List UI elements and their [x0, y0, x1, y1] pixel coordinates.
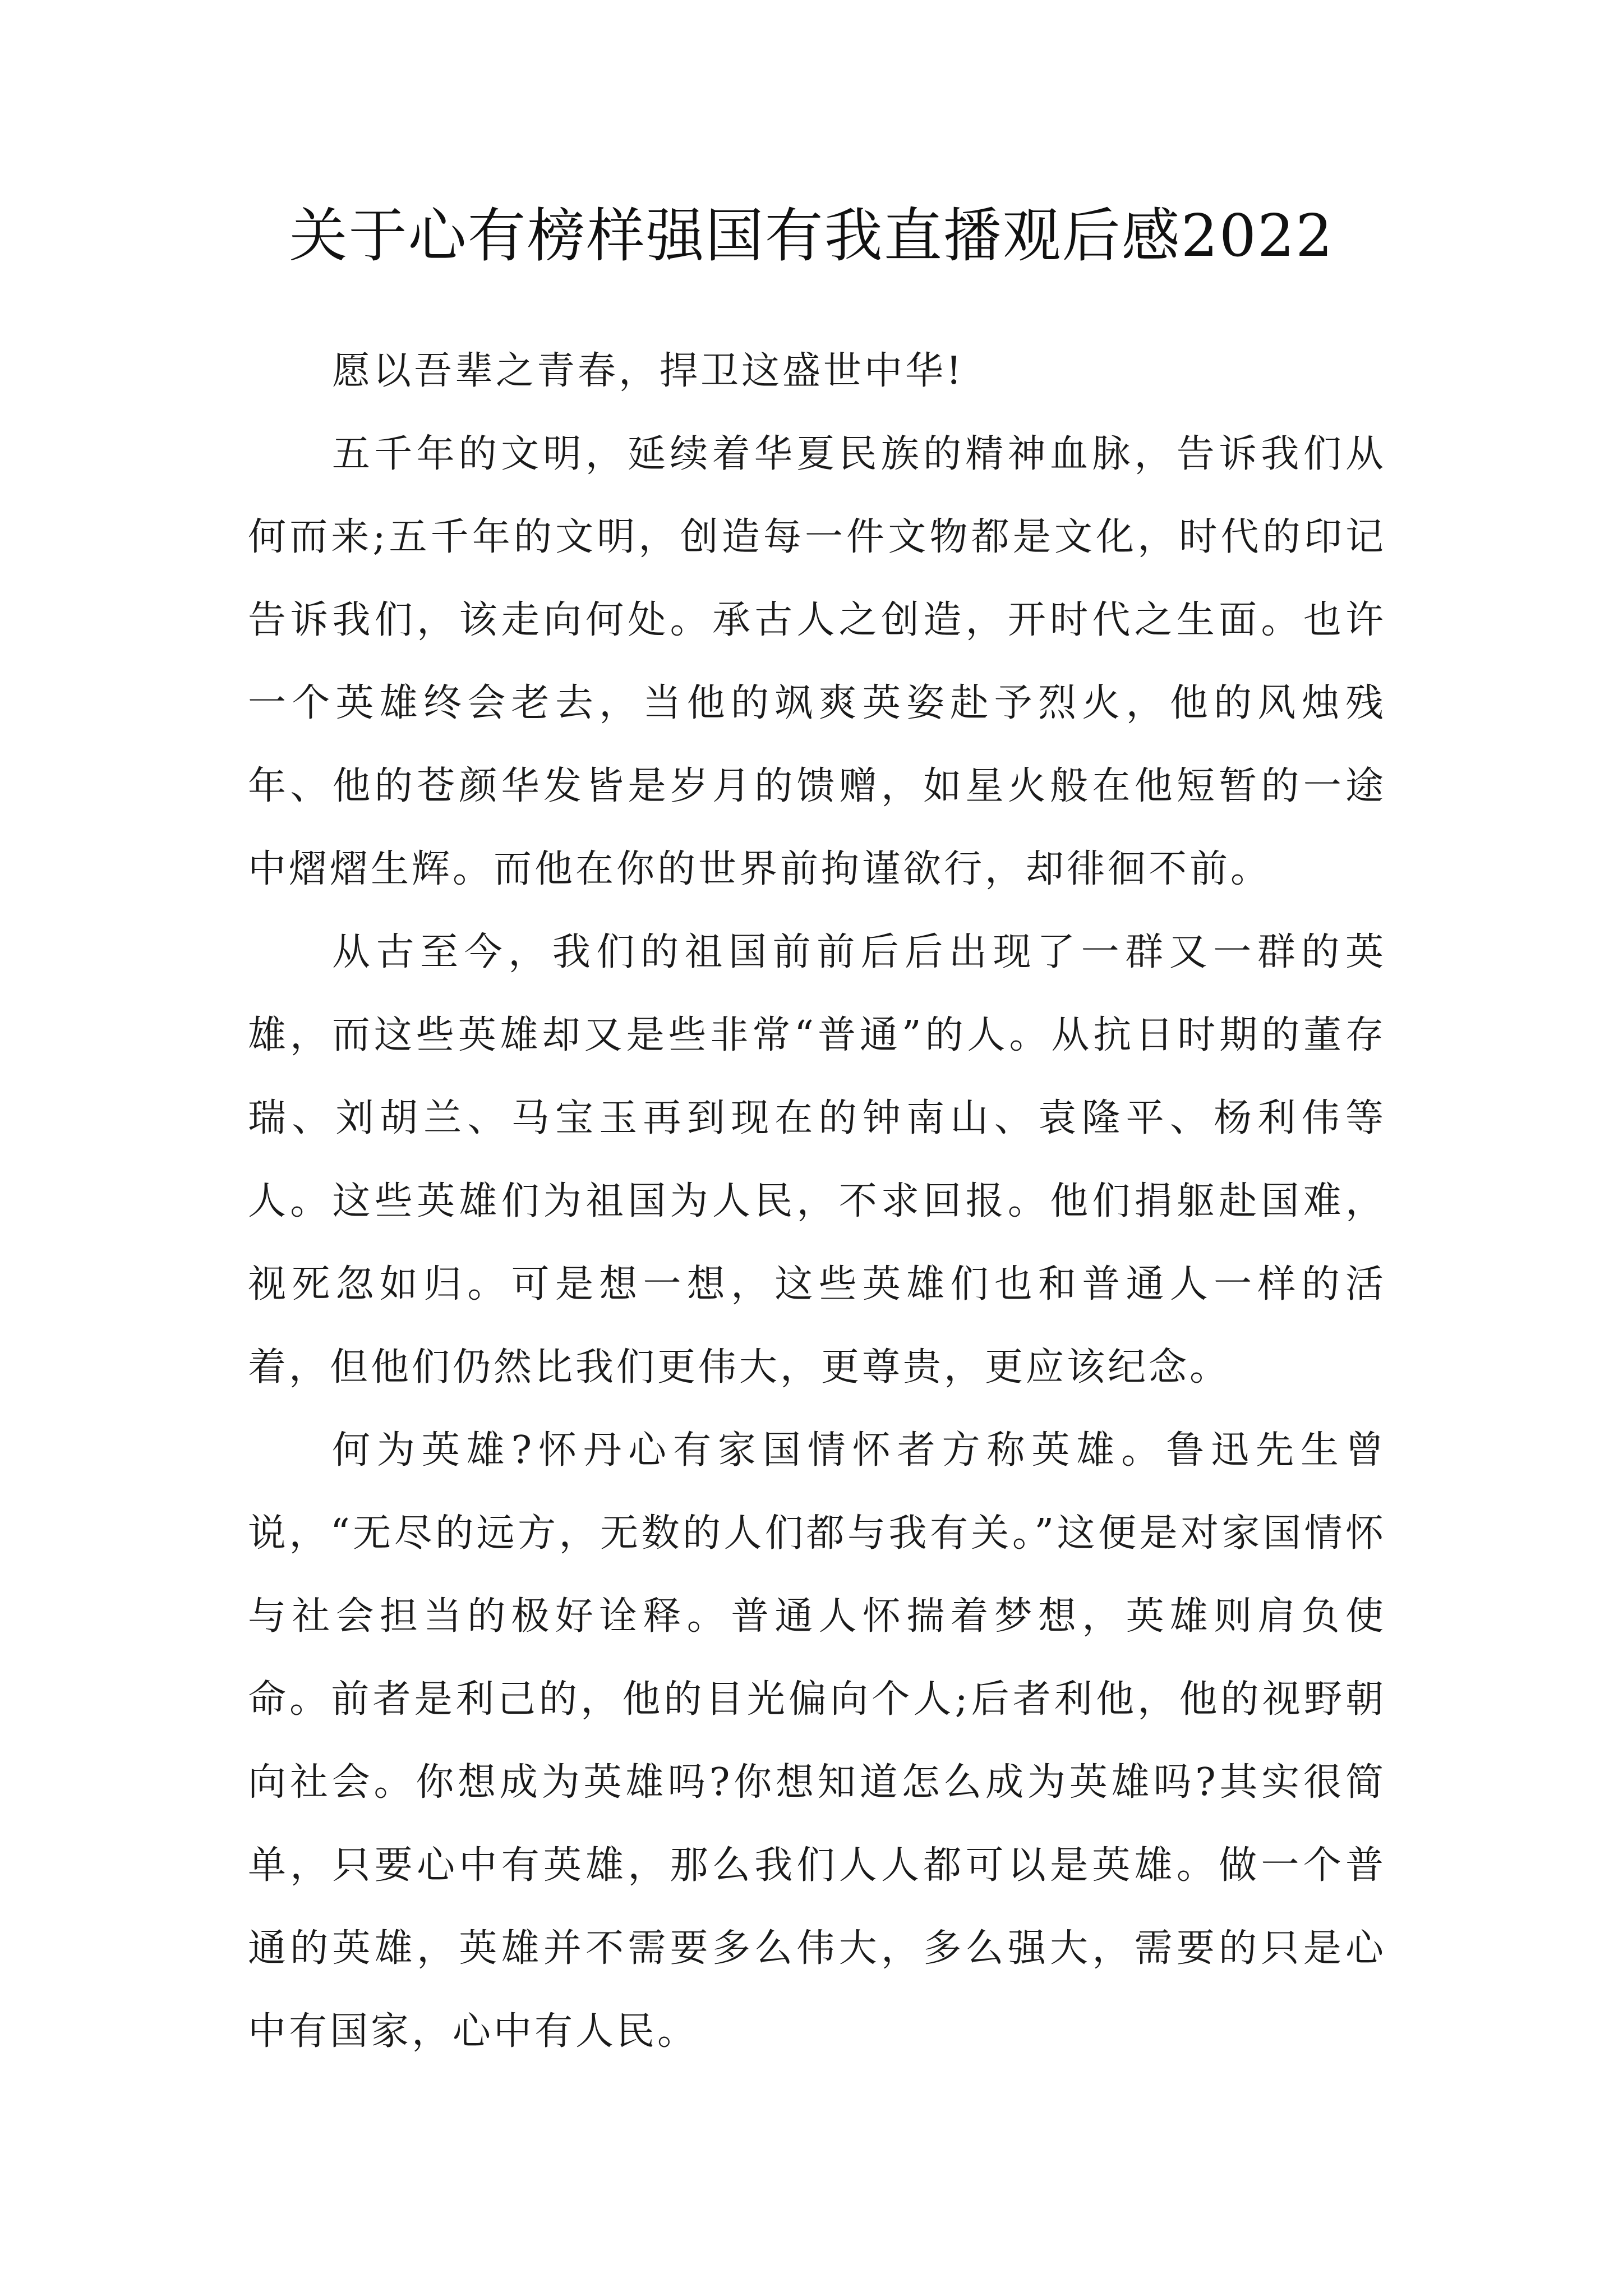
paragraph-3: 从古至今，我们的祖国前前后后出现了一群又一群的英雄，而这些英雄却又是些非常“普通”的人。从抗日时期的董存瑞、刘胡兰、马宝玉再到现在的钟南山、袁隆平、杨利伟等人。这些英雄们为祖国为人民，不求回报。他们捐躯赴国难，视死忽如归。可是想一想，这些英雄们也和普通人一样的活着，但他们仍然比我们更伟大，更尊贵，更应该纪念。	[248, 930, 1386, 1389]
paragraph-4: 何为英雄?怀丹心有家国情怀者方称英雄。鲁迅先生曾说，“无尽的远方，无数的人们都与我有关。”这便是对家国情怀与社会担当的极好诠释。普通人怀揣着梦想，英雄则肩负使命。前者是利己的，他的目光偏向个人;后者利他，他的视野朝向社会。你想成为英雄吗?你想知道怎么成为英雄吗?其实很简单，只要心中有英雄，那么我们人人都可以是英雄。做一个普通的英雄，英雄并不需要多么伟大，多么强大，需要的只是心中有国家，心中有人民。	[248, 1428, 1386, 2054]
document-body	[248, 330, 1386, 2073]
document-title: 关于心有榜样强国有我直播观后感2022	[289, 201, 1334, 270]
paragraph-2: 五千年的文明，延续着华夏民族的精神血脉，告诉我们从何而来;五千年的文明，创造每一件文物都是文化，时代的印记告诉我们，该走向何处。承古人之创造，开时代之生面。也许一个英雄终会老去，当他的飒爽英姿赴予烈火，他的风烛残年、他的苍颜华发皆是岁月的馈赠，如星火般在他短暂的一途中熠熠生辉。而他在你的世界前拘谨欲行，却徘徊不前。	[248, 432, 1386, 891]
paragraph-1: 愿以吾辈之青春，捍卫这盛世中华!	[332, 349, 965, 393]
